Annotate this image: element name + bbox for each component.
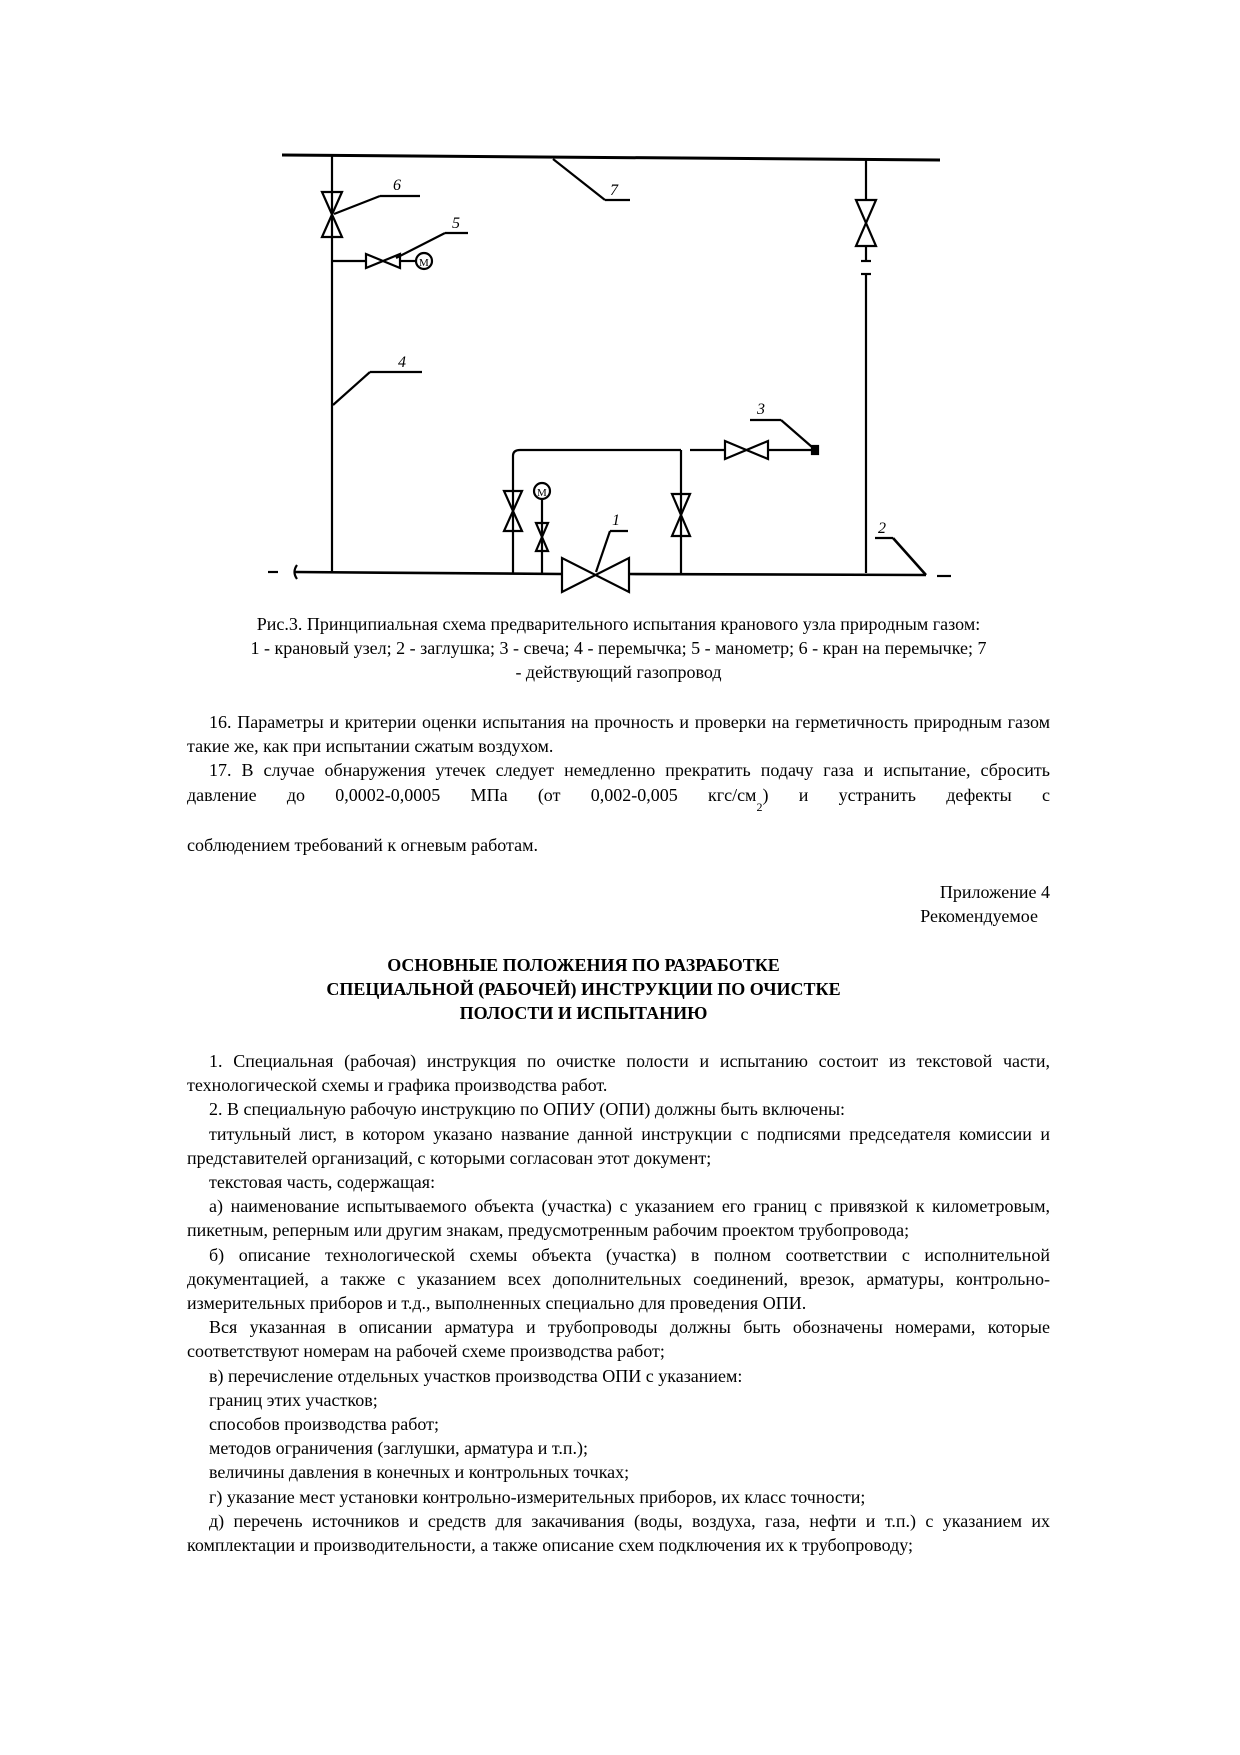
vent-valve-icon [725,441,768,459]
caption-line: - действующий газопровод [515,662,722,683]
p17-subscript: 2 [756,799,763,814]
label-1: 1 [612,512,620,529]
vent-end-icon [812,446,818,454]
label-3: 3 [757,401,765,418]
manometer-valve-icon [366,254,400,268]
body-paragraph: в) перечисление отдельных участков производства ОПИ с указанием: [209,1365,743,1386]
label-7: 7 [610,182,618,199]
crane-node-valve-icon [562,558,629,592]
section-heading [187,953,1050,1026]
paragraph-16: 16. Параметры и критерии оценки испытания на прочность и проверки на герметичность природным газом такие же, как при испытании сжатым воздухом. [187,712,1050,757]
heading-line: ОСНОВНЫЕ ПОЛОЖЕНИЯ ПО РАЗРАБОТКЕ [387,955,780,975]
appendix-note: Рекомендуемое [920,906,1038,927]
heading-line: ПОЛОСТИ И ИСПЫТАНИЮ [459,1003,708,1024]
body-paragraph: б) описание технологической схемы объекта (участка) в полном соответствии с исполнительной документацией, а также с указанием всех дополнительных соединений, врезок, арматуры, контрольно-измерительных приборов и т.д., выполненных специально для проведения ОПИ. [187,1244,1050,1314]
body-paragraph: Вся указанная в описании арматура и трубопроводы должны быть обозначены номерами, которые соответствуют номерам на рабочей схеме производства работ; [187,1317,1050,1362]
appendix-block [187,880,1050,928]
paragraph-17 [187,758,1050,814]
svg-text:M: M [419,257,429,269]
caption-line: Рис.3. Принципиальная схема предварительного испытания кранового узла природным газом: [256,614,981,634]
body-paragraph: границ этих участков; [209,1389,378,1410]
p17-text: 17. В случае обнаружения утечек следует немедленно прекратить подачу газа и испытание, сбросить давление до 0,0002-0,0005 МПа (от 0,002-0,005 кгс/см [187,760,1050,805]
body-paragraph: д) перечень источников и средств для закачивания (воды, воздуха, газа, нефти и т.п.) с указанием их комплектации и производительности, а также описание схем подключения их к трубопроводу; [187,1510,1050,1556]
label-6-leader [334,196,380,214]
body-paragraph: величины давления в конечных и контрольных точках; [209,1462,630,1483]
body-paragraph: а) наименование испытываемого объекта (участка) с указанием его границ с привязкой к километровым, пикетным, реперным или другим знакам, предусмотренным рабочим проектом трубопровода; [187,1196,1050,1241]
gas-test-scheme-diagram [0,0,1240,620]
body-paragraph: г) указание мест установки контрольно-измерительных приборов, их класс точности; [209,1486,866,1507]
svg-text:M: M [537,487,547,499]
body-paragraph: методов ограничения (заглушки, арматура и т.п.); [209,1438,589,1459]
main-pipeline [295,572,562,574]
body-paragraph: 2. В специальную рабочую инструкцию по ОПИУ (ОПИ) должны быть включены: [209,1099,846,1120]
paragraph-17-tail: соблюдением требований к огневым работам. [187,834,538,855]
label-6: 6 [393,177,401,194]
label-5: 5 [452,215,460,232]
crane-valve-icon [856,200,876,246]
figure-caption [187,612,1050,685]
appendix-title: Приложение 4 [939,882,1050,902]
p17-text-after: ) и устранить дефекты с [762,784,1050,805]
body-paragraph: текстовая часть, содержащая: [209,1172,436,1193]
existing-gas-pipeline [282,155,940,160]
body-text [187,1049,1050,1557]
label-2: 2 [878,520,886,537]
heading-line: СПЕЦИАЛЬНОЙ (РАБОЧЕЙ) ИНСТРУКЦИИ ПО ОЧИСТКЕ [326,979,841,1000]
body-paragraph: способов производства работ; [209,1414,439,1435]
label-4: 4 [398,354,406,371]
body-paragraph: 1. Специальная (рабочая) инструкция по очистке полости и испытанию состоит из текстовой части, технологической схемы и графика производства работ. [187,1051,1050,1096]
section-16-17 [187,710,1050,857]
body-paragraph: титульный лист, в котором указано название данной инструкции с подписями председателя комиссии и представителей организаций, с которыми согласован этот документ; [187,1123,1050,1168]
caption-line: 1 - крановый узел; 2 - заглушка; 3 - свеча; 4 - перемычка; 5 - манометр; 6 - кран на перемычке; 7 [250,638,987,659]
